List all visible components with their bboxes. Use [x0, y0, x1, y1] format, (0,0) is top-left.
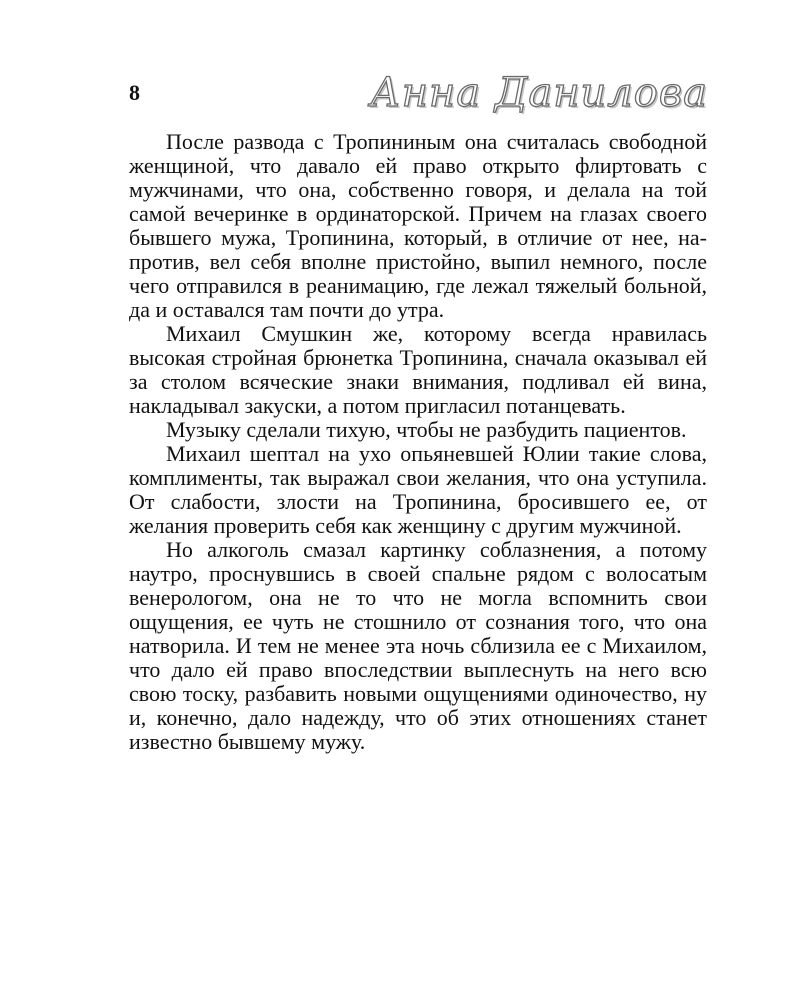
paragraph-3: Музыку сделали тихую, чтобы не разбудить пациентов.	[166, 417, 687, 442]
paragraph-1: После развода с Тропининым она считалась свободной женщиной, что давало ей право открыто флиртовать с мужчинами, что она, собственно говоря, и делала на той самой вечеринке в ординаторской. Причем на глазах своего бывшего мужа, Тропинина, который, в отличие от нее, напротив, вел себя вполне пристойно, выпил немного, после чего отправился в реанимацию, где лежал тяжелый больной, да и оставался там почти до утра.	[129, 129, 707, 322]
running-head-author: Анна Данилова	[370, 70, 708, 116]
paragraph-2: Михаил Смушкин же, которому всегда нравилась высокая стройная брюнетка Тропинина, сначала оказывал ей за столом всяческие знаки внимания, подливал ей вина, накладывал закуски, а потом пригласил потанцевать.	[129, 321, 707, 418]
page-number: 8	[129, 80, 140, 105]
paragraph-5: Но алкоголь смазал картинку соблазнения, а потому наутро, проснувшись в своей спальне рядом с волосатым венерологом, она не то что не могла вспомнить свои ощущения, ее чуть не стошнило от сознания того, что она натворила. И тем не менее эта ночь сблизила ее с Михаилом, что дало ей право впоследствии выплеснуть на него всю свою тоску, разбавить новыми ощущениями одиночество, ну и, конечно, дало надежду, что об этих отношениях станет известно бывшему мужу.	[129, 537, 707, 754]
text-block	[129, 130, 707, 754]
paragraph-4: Михаил шептал на ухо опьяневшей Юлии такие слова, комплименты, так выражал свои желания, что она уступила. От слабости, злости на Тропинина, бросившего ее, от желания проверить себя как женщину с другим мужчиной.	[129, 441, 707, 538]
